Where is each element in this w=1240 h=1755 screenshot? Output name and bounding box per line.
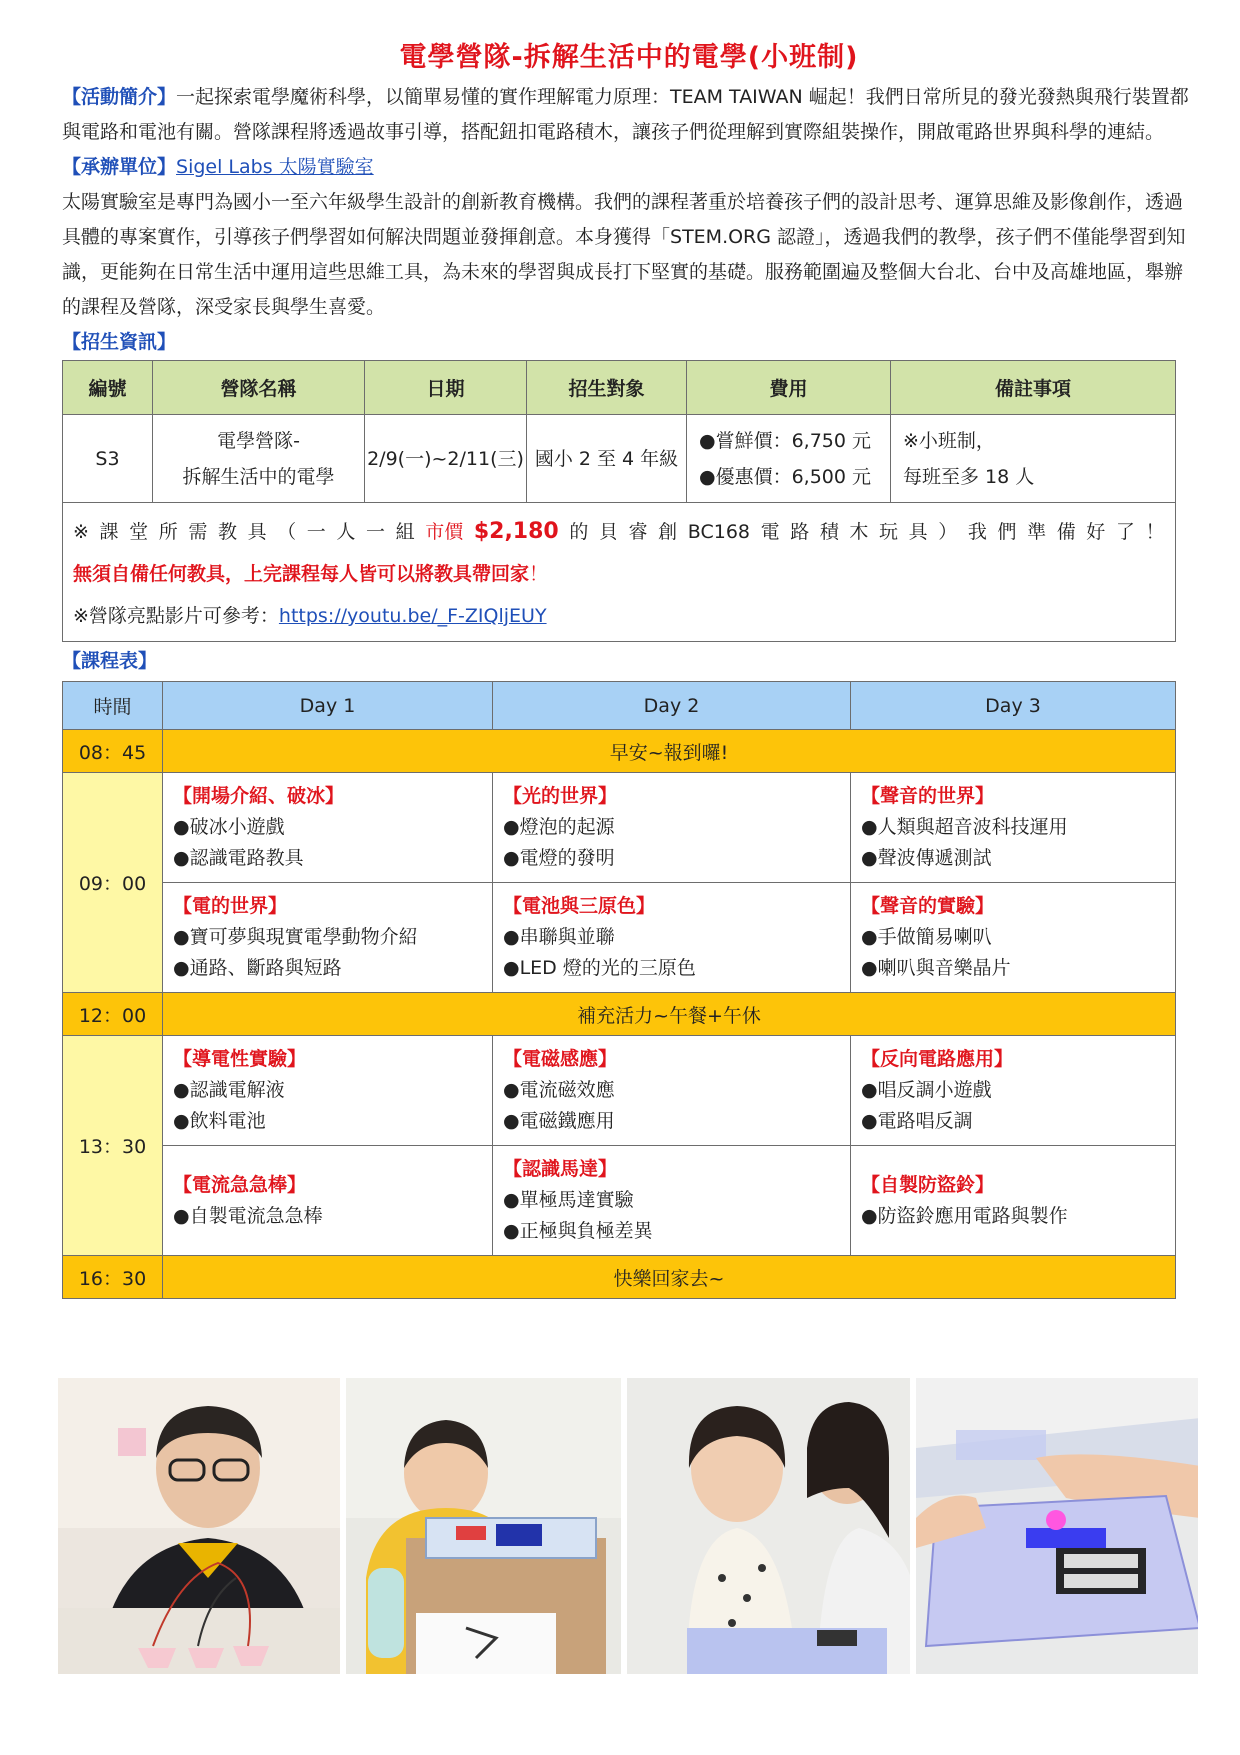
time-1630: 16：30 <box>63 1256 163 1299</box>
enroll-id: S3 <box>63 415 153 503</box>
session-day1-pm2: 【電流急急棒】 ●自製電流急急棒 <box>163 1146 493 1256</box>
time-0845: 08：45 <box>63 730 163 773</box>
page-title: 電學營隊-拆解生活中的電學(小班制) <box>399 42 859 73</box>
camp-name-line2: 拆解生活中的電學 <box>182 465 335 488</box>
enroll-header-id: 編號 <box>63 361 153 415</box>
session-day1-pm1: 【導電性實驗】 ●認識電解液 ●飲料電池 <box>163 1036 493 1146</box>
organizer-link[interactable]: Sigel Labs 太陽實驗室 <box>176 156 374 178</box>
market-price-label: 市價 <box>425 521 464 543</box>
video-label: ※營隊亮點影片可參考： <box>73 605 279 627</box>
session-day1-am2: 【電的世界】 ●寶可夢與現實電學動物介紹 ●通路、斷路與短路 <box>163 883 493 993</box>
video-line <box>73 595 1165 637</box>
session-day2-pm2: 【認識馬達】 ●單極馬達實驗 ●正極與負極差異 <box>493 1146 851 1256</box>
intro-text: 一起探索電學魔術科學，以簡單易懂的實作理解電力原理：TEAM TAIWAN 崛起！我們日常所見的發光發熱與飛行裝置都與電路和電池有關。營隊課程將透過故事引導，搭配鈕扣電路積木，讓孩子們從理解到實際組裝操作，開啟電路世界與科學的連結。 <box>62 86 1189 143</box>
session-day3-am2: 【聲音的實驗】 ●手做簡易喇叭 ●喇叭與音樂晶片 <box>851 883 1176 993</box>
material-line: ※ 課 堂 所 需 教 具 （ 一 人 一 組 市價 $2,180 的 貝 睿 創 BC168 電 路 積 木 玩 具 ） 我 們 準 備 好 了 ！ <box>73 511 1165 553</box>
enroll-camp-name <box>153 415 365 503</box>
enroll-table <box>62 360 1176 503</box>
photo-girl-circuit-board <box>627 1378 909 1674</box>
schedule-header-day3: Day 3 <box>851 682 1176 730</box>
schedule-header-day1: Day 1 <box>163 682 493 730</box>
no-prep-text: 無須自備任何教具，上完課程每人皆可以將教具帶回家 <box>73 563 530 585</box>
time-1330: 13：30 <box>63 1036 163 1256</box>
fee-discount: ●優惠價：6,500 元 <box>699 465 872 488</box>
no-prep-line: 無須自備任何教具，上完課程每人皆可以將教具帶回家！ <box>73 563 549 585</box>
enroll-header-name: 營隊名稱 <box>153 361 365 415</box>
checkin-band: 早安~報到囉! <box>163 730 1176 773</box>
video-link[interactable]: https://youtu.be/_F-ZIQljEUY <box>278 605 547 627</box>
fee-early: ●嘗鮮價：6,750 元 <box>699 429 872 452</box>
session-day2-am1: 【光的世界】 ●燈泡的起源 ●電燈的發明 <box>493 773 851 883</box>
intro-paragraph <box>62 80 1196 150</box>
flyer-page <box>62 38 1196 1299</box>
enroll-target: 國小 2 至 4 年級 <box>527 415 687 503</box>
photo-student-wires <box>58 1378 340 1674</box>
schedule-header-day2: Day 2 <box>493 682 851 730</box>
session-day2-pm1: 【電磁感應】 ●電流磁效應 ●電磁鐵應用 <box>493 1036 851 1146</box>
enroll-header-target: 招生對象 <box>527 361 687 415</box>
organizer-line <box>62 150 1196 185</box>
enroll-fee <box>687 415 891 503</box>
schedule-header-time: 時間 <box>63 682 163 730</box>
note-line2: 每班至多 18 人 <box>903 465 1035 488</box>
session-day3-pm1: 【反向電路應用】 ●唱反調小遊戲 ●電路唱反調 <box>851 1036 1176 1146</box>
session-day3-pm2: 【自製防盜鈴】 ●防盜鈴應用電路與製作 <box>851 1146 1176 1256</box>
organizer-description: 太陽實驗室是專門為國小一至六年級學生設計的創新教育機構。我們的課程著重於培養孩子們的設計思考、運算思維及影像創作，透過具體的專案實作，引導孩子們學習如何解決問題並發揮創意。本身獲得「STEM.ORG 認證」，透過我們的教學，孩子們不僅能學習到知識，更能夠在日常生活中運用這些思維工具，為未來的學習與成長打下堅實的基礎。服務範圍遍及整個大台北、台中及高雄地區，舉辦的課程及營隊，深受家長與學生喜愛。 <box>62 191 1186 318</box>
session-day3-am1: 【聲音的世界】 ●人類與超音波科技運用 ●聲波傳遞測試 <box>851 773 1176 883</box>
photo-strip <box>58 1378 1198 1674</box>
organizer-label: 【承辦單位】 <box>62 156 177 178</box>
intro-label: 【活動簡介】 <box>62 86 177 108</box>
goodbye-band: 快樂回家去~ <box>163 1256 1176 1299</box>
schedule-label: 【課程表】 <box>62 650 158 672</box>
photo-led-circuit-board <box>916 1378 1198 1674</box>
photo-child-circuit-box <box>346 1378 621 1674</box>
session-day2-am2: 【電池與三原色】 ●串聯與並聯 ●LED 燈的光的三原色 <box>493 883 851 993</box>
lunch-band: 補充活力~午餐+午休 <box>163 993 1176 1036</box>
camp-name-line1: 電學營隊- <box>217 429 300 452</box>
time-1200: 12：00 <box>63 993 163 1036</box>
market-price: $2,180 <box>473 519 559 544</box>
enroll-label: 【招生資訊】 <box>62 331 177 353</box>
material-note-box <box>62 503 1176 642</box>
enroll-header-date: 日期 <box>365 361 527 415</box>
time-0900: 09：00 <box>63 773 163 993</box>
enroll-date: 2/9(一)~2/11(三) <box>365 415 527 503</box>
enroll-header-note: 備註事項 <box>891 361 1176 415</box>
note-line1: ※小班制， <box>903 429 995 452</box>
schedule-table <box>62 681 1176 1299</box>
enroll-note <box>891 415 1176 503</box>
session-day1-am1: 【開場介紹、破冰】 ●破冰小遊戲 ●認識電路教具 <box>163 773 493 883</box>
enroll-header-fee: 費用 <box>687 361 891 415</box>
